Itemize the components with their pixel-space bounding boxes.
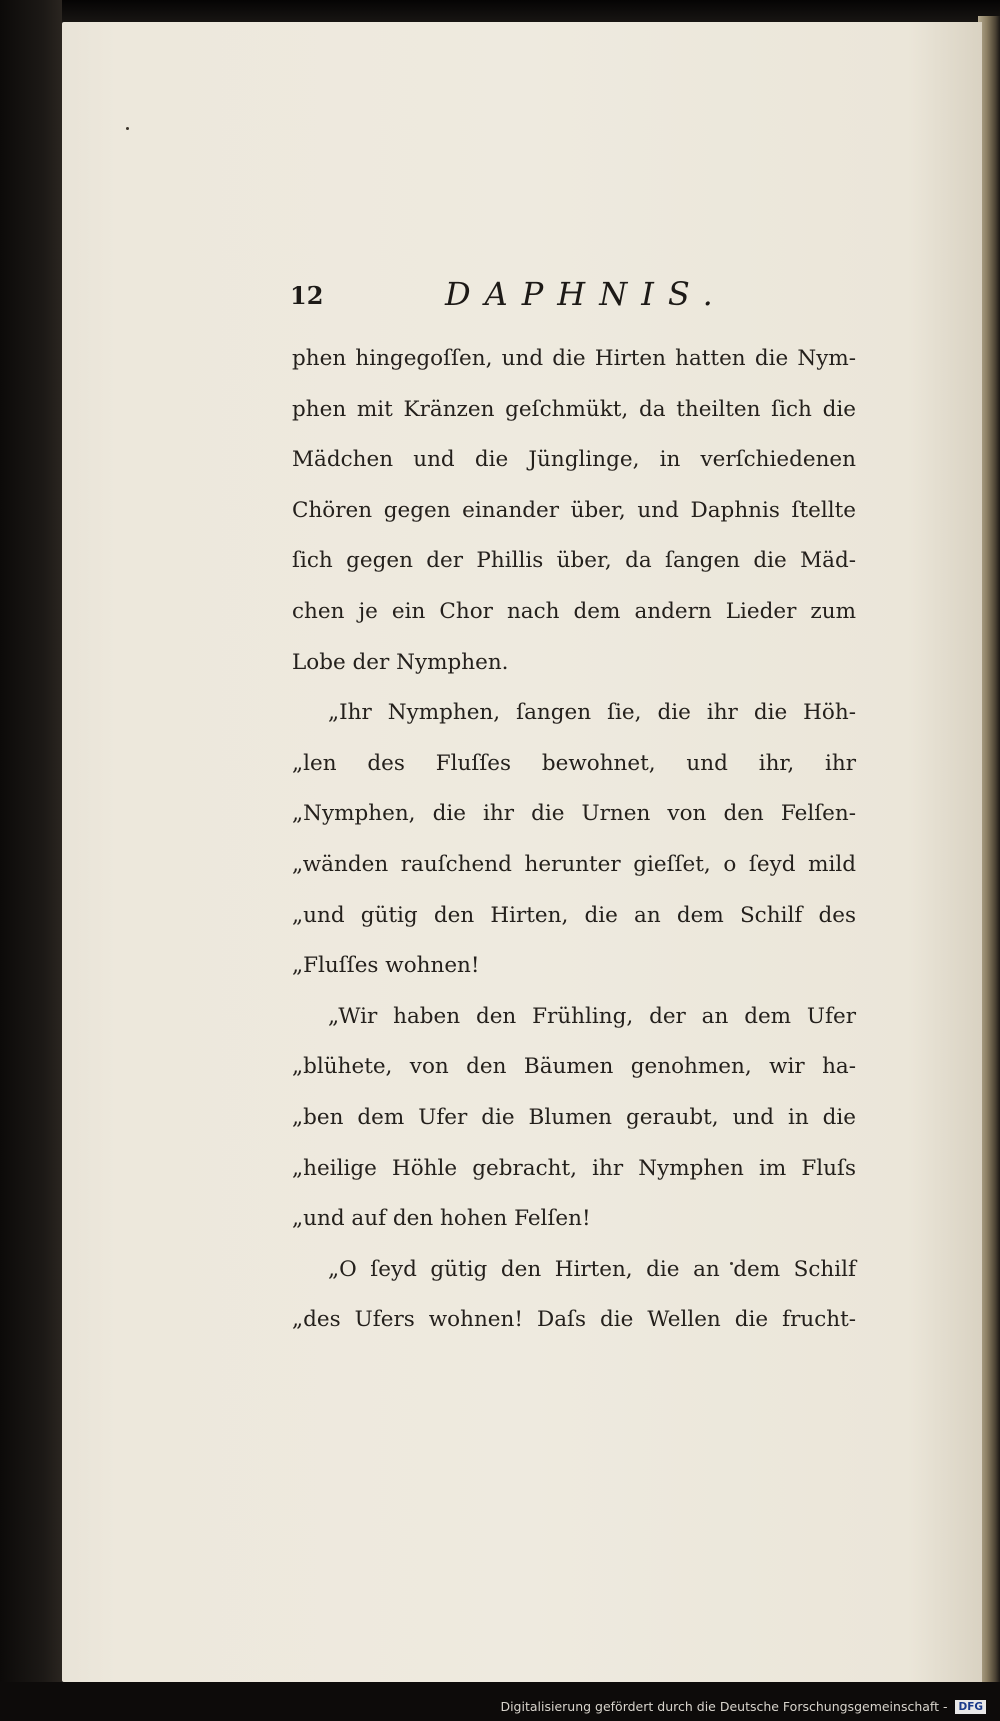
text-line: „Nymphen, die ihr die Urnen von den Felſen-	[292, 801, 856, 827]
text-line: „des Ufers wohnen! Daſs die Wellen die frucht-	[292, 1307, 856, 1333]
text-line: chen je ein Chor nach dem andern Lieder zum	[292, 598, 856, 624]
text-line: „Ihr Nymphen, ſangen ſie, die ihr die Höh-	[328, 700, 856, 726]
text-line: „heilige Höhle gebracht, ihr Nymphen im Fluſs	[292, 1155, 856, 1181]
text-line: „Wir haben den Frühling, der an dem Ufer	[328, 1003, 856, 1029]
text-line: Lobe der Nymphen.	[292, 649, 509, 675]
text-line: Chören gegen einander über, und Daphnis ſtellte	[292, 497, 856, 523]
text-line: Mädchen und die Jünglinge, in verſchiedenen	[292, 447, 856, 473]
credit-text: Digitalisierung gefördert durch die Deutsche Forschungsgemeinschaft -	[500, 1699, 948, 1714]
text-line: phen mit Kränzen geſchmükt, da theilten ſich die	[292, 396, 856, 422]
text-line: „ben dem Ufer die Blumen geraubt, und in die	[292, 1104, 856, 1130]
digitization-credit	[500, 1699, 986, 1714]
running-title: DAPHNIS.	[445, 275, 727, 313]
text-line: „len des Fluſſes bewohnet, und ihr, ihr	[292, 750, 856, 776]
text-line: „Fluſſes wohnen!	[292, 953, 480, 979]
dfg-logo: DFG	[955, 1700, 986, 1714]
text-line: „blühete, von den Bäumen genohmen, wir ha-	[292, 1054, 856, 1080]
running-head	[290, 275, 860, 325]
text-line: „und gütig den Hirten, die an dem Schilf des	[292, 902, 856, 928]
page-number: 12	[290, 281, 324, 310]
text-line: „wänden rauſchend herunter gieſſet, o ſeyd mild	[292, 851, 856, 877]
text-line: „und auf den hohen Felſen!	[292, 1206, 591, 1232]
paper-speck	[126, 127, 129, 130]
text-line: phen hingegoſſen, und die Hirten hatten die Nym-	[292, 346, 856, 371]
text-line: „O ſeyd gütig den Hirten, die an dem Schilf	[328, 1256, 856, 1282]
book-spine	[0, 0, 62, 1721]
text-body	[292, 334, 856, 1346]
text-line: ſich gegen der Phillis über, da ſangen die Mäd-	[292, 548, 856, 574]
